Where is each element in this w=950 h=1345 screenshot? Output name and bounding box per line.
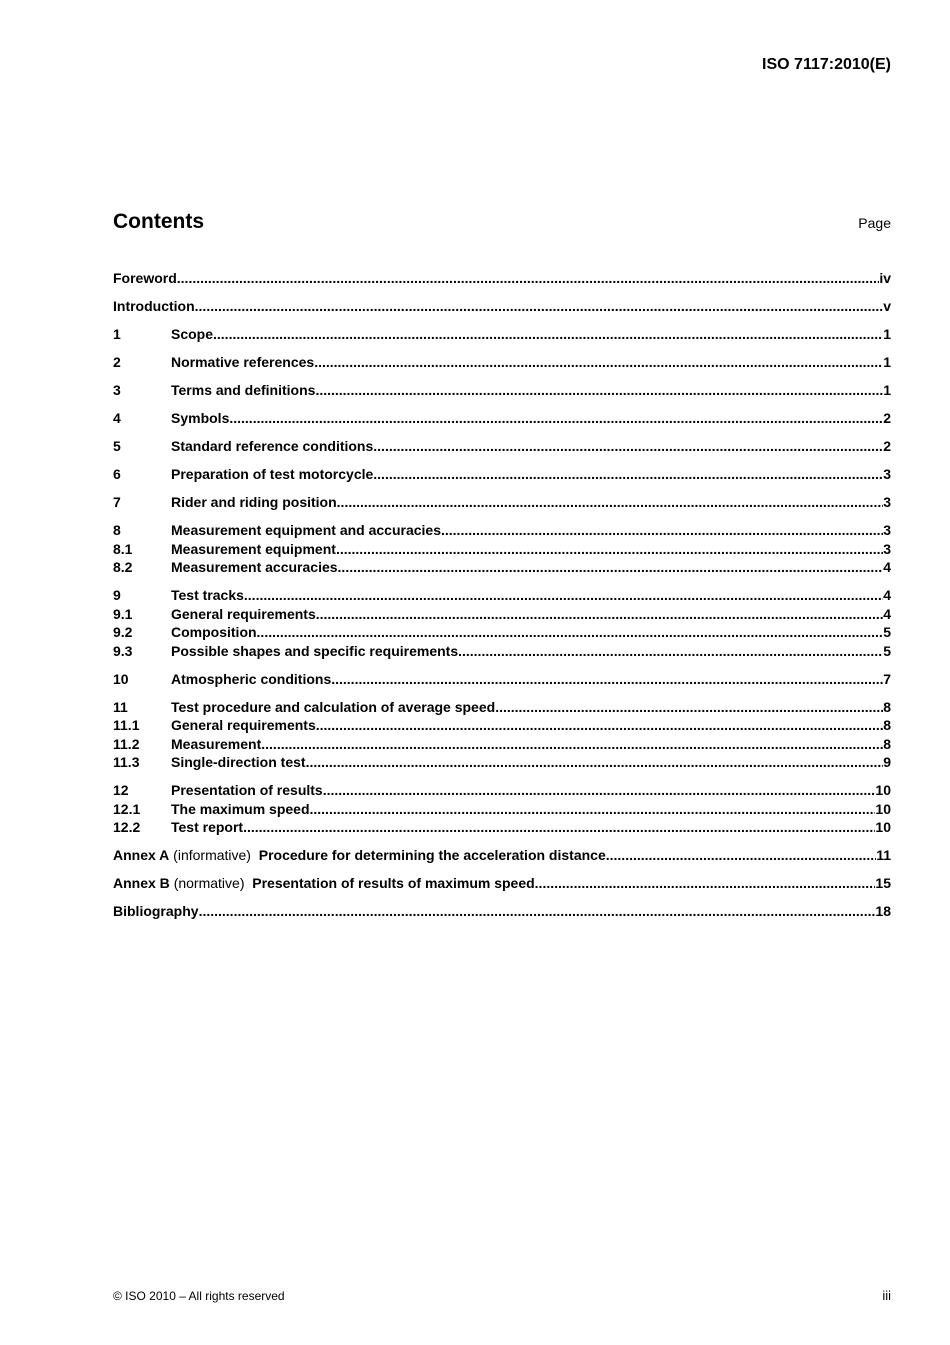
- toc-leader-dots: [338, 558, 884, 577]
- toc-leader-dots: [213, 325, 883, 344]
- toc-leader-dots: [323, 781, 876, 800]
- toc-entry-title: Scope: [171, 326, 214, 342]
- toc-entry-test-report[interactable]: [113, 818, 891, 837]
- toc-entry-page: 1: [883, 326, 891, 342]
- page-number: iii: [882, 1288, 891, 1303]
- toc-entry-title: Test tracks: [171, 587, 244, 603]
- toc-entry-introduction[interactable]: [113, 297, 891, 316]
- toc-group-annex-b: [113, 874, 891, 893]
- table-of-contents: [113, 269, 891, 930]
- toc-entry-title: Bibliography: [113, 903, 199, 919]
- toc-leader-dots: [177, 269, 880, 288]
- toc-entry-page: 7: [883, 670, 891, 687]
- toc-group-1: [113, 325, 891, 344]
- contents-header: [113, 210, 891, 234]
- toc-entry-title: Possible shapes and specific requirements: [171, 642, 459, 659]
- toc-group-4: [113, 409, 891, 428]
- toc-entry-the-maximum-speed[interactable]: [113, 800, 891, 819]
- toc-entry-title: Introduction: [113, 298, 195, 314]
- toc-entry-preparation-of-test-motorcycle[interactable]: [113, 465, 891, 484]
- toc-entry-general-requirements[interactable]: [113, 716, 891, 735]
- toc-entry-measurement-equipment-and-accuracies[interactable]: [113, 521, 891, 540]
- toc-leader-dots: [315, 381, 883, 400]
- toc-entry-title: Standard reference conditions: [171, 438, 374, 454]
- toc-entry-number: 8.1: [113, 540, 133, 557]
- toc-leader-dots: [535, 874, 876, 893]
- toc-entry-page: iv: [879, 270, 891, 286]
- toc-leader-dots: [261, 735, 883, 754]
- toc-entry-title: Test procedure and calculation of average speed: [171, 698, 496, 715]
- toc-entry-page: 4: [883, 559, 891, 575]
- toc-leader-dots: [257, 623, 884, 642]
- toc-leader-dots: [199, 902, 876, 921]
- toc-entry-test-procedure[interactable]: [113, 698, 891, 717]
- toc-leader-dots: [316, 716, 883, 735]
- toc-entry-number: 11.1: [113, 717, 140, 733]
- toc-entry-title: Normative references: [171, 354, 315, 370]
- toc-entry-page: 8: [883, 735, 891, 752]
- document-id: ISO 7117:2010(E): [762, 56, 891, 73]
- toc-entry-number: 9.2: [113, 624, 133, 640]
- toc-entry-number: 3: [113, 382, 121, 398]
- toc-entry-title: The maximum speed: [171, 800, 310, 817]
- toc-group-10: [113, 670, 891, 689]
- toc-entry-title: Terms and definitions: [171, 382, 316, 398]
- toc-entry-annex-b[interactable]: [113, 874, 891, 893]
- toc-entry-page: 4: [883, 605, 891, 622]
- toc-group-8: [113, 521, 891, 577]
- toc-group-11: [113, 698, 891, 772]
- toc-entry-page: 4: [883, 587, 891, 603]
- toc-entry-page: 18: [875, 903, 891, 919]
- toc-entry-number: 10: [113, 670, 129, 687]
- toc-entry-page: 10: [875, 800, 891, 817]
- toc-annex-kind: (informative): [173, 847, 251, 863]
- toc-entry-measurement-equipment[interactable]: [113, 540, 891, 559]
- toc-entry-page: 5: [883, 624, 891, 640]
- toc-entry-rider-and-riding-position[interactable]: [113, 493, 891, 512]
- toc-entry-general-requirements[interactable]: [113, 605, 891, 624]
- toc-leader-dots: [458, 642, 883, 661]
- toc-leader-dots: [314, 353, 883, 372]
- toc-entry-presentation-of-results[interactable]: [113, 781, 891, 800]
- toc-entry-number: 11: [113, 698, 128, 715]
- toc-entry-bibliography[interactable]: [113, 902, 891, 921]
- toc-entry-composition[interactable]: [113, 623, 891, 642]
- toc-entry-annex-a[interactable]: [113, 846, 891, 865]
- toc-entry-page: 1: [883, 382, 891, 398]
- toc-entry-number: 9.3: [113, 642, 133, 659]
- toc-entry-page: 11: [876, 847, 891, 863]
- toc-leader-dots: [336, 540, 883, 559]
- toc-group-3: [113, 381, 891, 400]
- toc-leader-dots: [316, 605, 883, 624]
- toc-entry-number: 7: [113, 494, 121, 510]
- toc-entry-page: 10: [875, 782, 891, 798]
- toc-entry-number: 11.2: [113, 735, 140, 752]
- toc-leader-dots: [195, 297, 884, 316]
- toc-leader-dots: [495, 698, 883, 717]
- toc-entry-title: Presentation of results: [171, 782, 323, 798]
- toc-group-annex-a: [113, 846, 891, 865]
- toc-entry-test-tracks[interactable]: [113, 586, 891, 605]
- toc-entry-title: Test report: [171, 819, 244, 835]
- toc-entry-measurement[interactable]: [113, 735, 891, 754]
- toc-entry-page: 1: [883, 354, 891, 370]
- toc-leader-dots: [310, 800, 876, 819]
- toc-entry-title: Preparation of test motorcycle: [171, 466, 374, 482]
- toc-entry-title: Measurement: [171, 735, 262, 752]
- toc-entry-page: 3: [883, 466, 891, 482]
- toc-entry-atmospheric-conditions[interactable]: [113, 670, 891, 689]
- toc-entry-page: 8: [883, 717, 891, 733]
- toc-entry-page: 2: [883, 410, 891, 426]
- toc-entry-page: 3: [883, 540, 891, 557]
- toc-entry-title: Presentation of results of maximum speed: [252, 875, 535, 891]
- page-column-label: Page: [858, 215, 891, 231]
- toc-entry-terms-and-definitions[interactable]: [113, 381, 891, 400]
- toc-entry-page: 2: [883, 438, 891, 454]
- toc-entry-number: 11.3: [113, 754, 140, 770]
- toc-group-9: [113, 586, 891, 660]
- toc-leader-dots: [337, 493, 884, 512]
- toc-entry-measurement-accuracies[interactable]: [113, 558, 891, 577]
- toc-entry-number: 12: [113, 782, 129, 798]
- toc-entry-title: Rider and riding position: [171, 494, 337, 510]
- toc-leader-dots: [373, 465, 883, 484]
- toc-entry-single-direction-test[interactable]: [113, 753, 891, 772]
- toc-entry-title: Single-direction test: [171, 754, 306, 770]
- toc-entry-page: 5: [883, 642, 891, 659]
- toc-entry-title: Measurement equipment and accuracies: [171, 522, 441, 538]
- toc-annex-label: Annex B: [113, 875, 170, 891]
- toc-entry-page: 10: [875, 819, 891, 835]
- toc-entry-title: Symbols: [171, 410, 230, 426]
- toc-entry-page: 8: [883, 698, 891, 715]
- toc-entry-number: 6: [113, 466, 121, 482]
- toc-entry-number: 2: [113, 354, 121, 370]
- toc-entry-page: v: [883, 298, 891, 314]
- toc-entry-number: 12.1: [113, 800, 141, 817]
- toc-annex-label: Annex A: [113, 847, 170, 863]
- toc-entry-title: Atmospheric conditions: [171, 670, 332, 687]
- toc-entry-page: 3: [883, 522, 891, 538]
- toc-entry-foreword[interactable]: [113, 269, 891, 288]
- toc-group-5: [113, 437, 891, 456]
- toc-annex-kind: (normative): [173, 875, 245, 891]
- toc-leader-dots: [229, 409, 883, 428]
- toc-entry-title: Composition: [171, 624, 257, 640]
- toc-entry-number: 9: [113, 587, 121, 603]
- toc-leader-dots: [244, 586, 883, 605]
- toc-leader-dots: [373, 437, 883, 456]
- toc-entry-standard-reference-conditions[interactable]: [113, 437, 891, 456]
- toc-entry-page: 3: [883, 494, 891, 510]
- toc-group-bibliography: [113, 902, 891, 921]
- toc-entry-number: 4: [113, 410, 121, 426]
- toc-entry-symbols[interactable]: [113, 409, 891, 428]
- toc-leader-dots: [306, 753, 884, 772]
- toc-leader-dots: [331, 670, 883, 689]
- toc-leader-dots: [441, 521, 883, 540]
- toc-group-foreword: [113, 269, 891, 288]
- toc-entry-scope[interactable]: [113, 325, 891, 344]
- toc-group-introduction: [113, 297, 891, 316]
- toc-entry-title: Procedure for determining the acceleration distance: [258, 847, 606, 863]
- toc-group-12: [113, 781, 891, 837]
- toc-entry-title: General requirements: [171, 605, 316, 622]
- toc-entry-page: 15: [875, 875, 891, 891]
- toc-entry-page: 9: [883, 754, 891, 770]
- toc-group-7: [113, 493, 891, 512]
- toc-entry-title: General requirements: [171, 717, 316, 733]
- toc-entry-number: 9.1: [113, 605, 133, 622]
- toc-entry-number: 12.2: [113, 819, 141, 835]
- toc-leader-dots: [606, 846, 876, 865]
- toc-entry-possible-shapes[interactable]: [113, 642, 891, 661]
- toc-entry-number: 8.2: [113, 559, 133, 575]
- toc-entry-number: 1: [113, 326, 121, 342]
- toc-leader-dots: [243, 818, 875, 837]
- toc-entry-title: Measurement equipment: [171, 540, 336, 557]
- toc-entry-normative-references[interactable]: [113, 353, 891, 372]
- toc-entry-title: Measurement accuracies: [171, 559, 338, 575]
- toc-group-2: [113, 353, 891, 372]
- copyright-notice: © ISO 2010 – All rights reserved: [113, 1289, 285, 1303]
- toc-entry-number: 8: [113, 522, 121, 538]
- toc-entry-number: 5: [113, 438, 121, 454]
- toc-group-6: [113, 465, 891, 484]
- contents-title: Contents: [113, 210, 204, 233]
- toc-entry-title: Foreword: [113, 270, 177, 286]
